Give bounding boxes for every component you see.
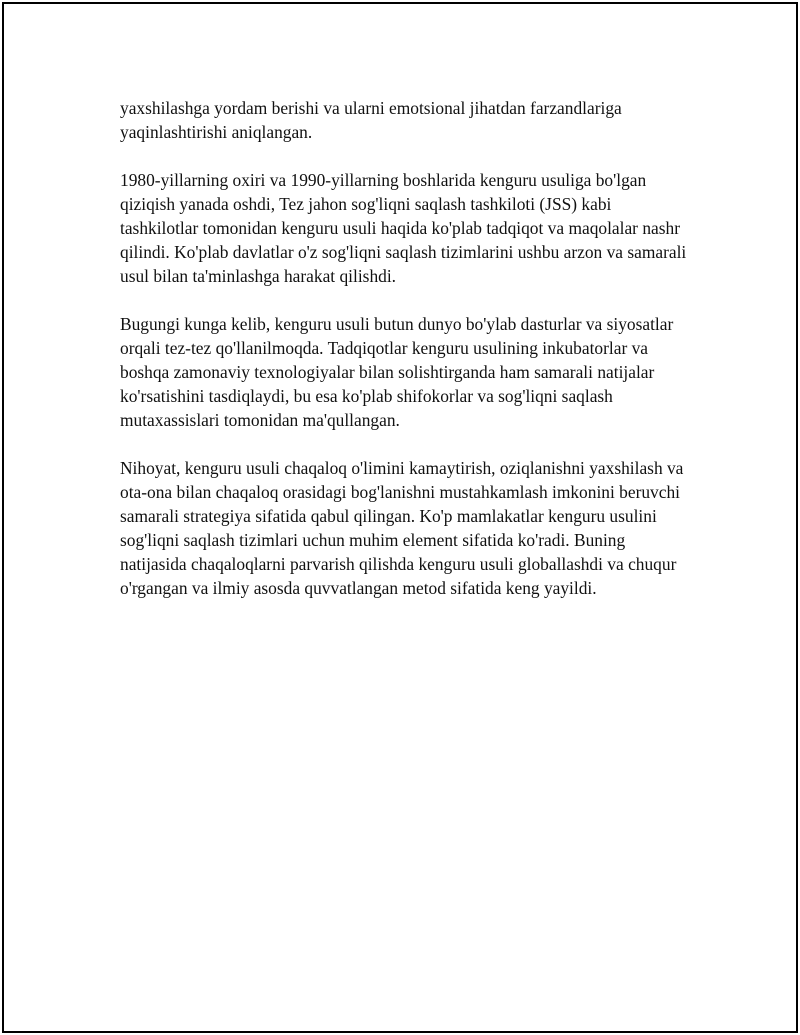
document-body (120, 96, 690, 624)
paragraph-4: Nihoyat, kenguru usuli chaqaloq o'limini kamaytirish, oziqlanishni yaxshilash va ota-ona bilan chaqaloq orasidagi bog'lanishni mustahkamlash imkonini beruvchi samarali strategiya sifatida qabul qilingan. Ko'p mamlakatlar kenguru usulini sog'liqni saqlash tizimlari uchun muhim element sifatida ko'radi. Buning natijasida chaqaloqlarni parvarish qilishda kenguru usuli globallashdi va chuqur o'rgangan va ilmiy asosda quvvatlangan metod sifatida keng yayildi. (120, 458, 684, 598)
paragraph-2: 1980-yillarning oxiri va 1990-yillarning boshlarida kenguru usuliga bo'lgan qiziqish yanada oshdi, Tez jahon sog'liqni saqlash tashkiloti (JSS) kabi tashkilotlar tomonidan kenguru usuli haqida ko'plab tadqiqot va maqolalar nashr qilindi. Ko'plab davlatlar o'z sog'liqni saqlash tizimlarini ushbu arzon va samarali usul bilan ta'minlashga harakat qilishdi. (120, 170, 687, 286)
paragraph-1: yaxshilashga yordam berishi va ularni emotsional jihatdan farzandlariga yaqinlashtirishi aniqlangan. (120, 98, 622, 142)
paragraph-3: Bugungi kunga kelib, kenguru usuli butun dunyo bo'ylab dasturlar va siyosatlar orqali tez-tez qo'llanilmoqda. Tadqiqotlar kenguru usulining inkubatorlar va boshqa zamonaviy texnologiyalar bilan solishtirganda ham samarali natijalar ko'rsatishini tasdiqlaydi, bu esa ko'plab shifokorlar va sog'liqni saqlash mutaxassislari tomonidan ma'qullangan. (120, 314, 674, 430)
document-page (2, 2, 798, 1033)
